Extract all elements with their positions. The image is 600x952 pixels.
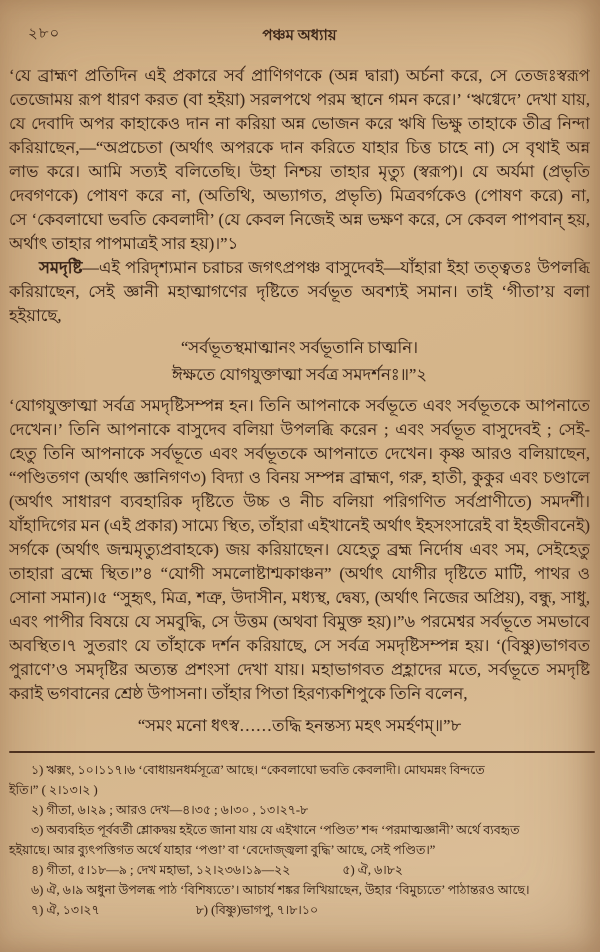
text-line: তেজোময় রূপ ধারণ করত (বা হইয়া) সরলপথে পরম স্থানে গমন করে।’ ‘ঋগ্বেদে’ দেখা যায়, [9,90,590,109]
text-line: পুরাণে’ও সমদৃষ্টির অত্যন্ত প্রশংসা দেখা যায়। মহাভাগবত প্রহ্লাদের মতে, সর্বভূতে সমদৃষ্টি [9,660,590,679]
text-line: করিয়াছেন, সেই জ্ঞানী মহাত্মাগণের দৃষ্টিতে সর্বভূত অবশ্যই সমান। তাই ‘গীতা’য় বলা [9,282,590,301]
text-line: হেতু তিনি আপনাকে সর্বভূতে এবং সর্বভূতকে আপনাতে দেখেন। কৃষ্ণ আরও বলিয়াছেন, [9,444,590,463]
footnote-separator [9,751,595,753]
verse-line: ঈক্ষতে যোগযুক্তাত্মা সর্বত্র সমদর্শনঃ॥”২ [171,365,428,384]
verse-quote-2 [9,712,590,739]
text-span: —এই পরিদৃশ্যমান চরাচর জগৎপ্রপঞ্চ বাসুদেবই—যাঁহারা ইহা তত্ত্বতঃ উপলব্ধি [82,258,590,277]
paragraph-lead-word: সমদৃষ্টি [39,258,83,277]
footnote-8: ৮) (বিষ্ণু)ভাগপু, ৭।৮।১০ [195,903,319,917]
paragraph-2 [9,256,590,328]
footnote-line: ৬) ঐ, ৬।৯ অধুনা উপলব্ধ পাঠ ‘বিশিষ্যতে’। আচার্য শঙ্কর লিখিয়াছেন, উহার ‘বিমুচ্যতে’ পাঠান্তরও আছে। [31,883,530,897]
text-line: যে দেবাদি অপর কাহাকেও দান না করিয়া অন্ন ভোজন করে ঋষি ভিক্ষু তাহাকে তীব্র নিন্দা [9,114,590,133]
text-line [9,256,590,280]
footnote-line: হইয়াছে। আর ব্যুৎপত্তিগত অর্থে যাহার ‘পণ্ডা’ বা ‘বেদোজ্জ্বলা বুদ্ধি’ আছে, সেই পণ্ডিত।” [9,843,436,857]
footnote-line [9,860,590,880]
verse-line: “সমং মনো ধৎস্ব……তদ্ধি হনন্তস্য মহৎ সমর্হণম্॥”৮ [137,716,462,735]
text-line: যাঁহাদিগের মন (এই প্রকার) সাম্যে স্থিত, তাঁহারা এইখানেই অর্থাৎ ইহসংসারেই বা ইহজীবনেই) [9,516,590,535]
text-line: করিয়াছেন,—“অপ্রচেতা (অর্থাৎ অপরকে দান করিতে যাহার চিত্ত চাহে না) সে বৃথাই অন্ন [9,138,590,157]
paragraph-3 [9,394,590,706]
paragraph-1 [9,64,590,256]
text-line: করাই ভগবানের শ্রেষ্ঠ উপাসনা। তাঁহার পিতা হিরণ্যকশিপুকে তিনি বলেন, [9,684,468,703]
text-line: ‘যে ব্রাহ্মণ প্রতিদিন এই প্রকারে সর্ব প্রাণিগণকে (অন্ন দ্বারা) অর্চনা করে, সে তেজঃস্বরূপ [9,66,590,85]
footnote-line: ৩) অব্যবহিত পূর্ববর্তী শ্লোকদ্বয় হইতে জানা যায় যে এইখানে ‘পণ্ডিত’ শব্দ ‘পরমাত্মজ্ঞানী’ অর্থে ব্যবহৃত [31,823,520,837]
footnote-7: ৭) ঐ, ১৩।২৭ [31,903,100,917]
verse-quote-1 [9,334,590,388]
text-line: সে ‘কেবলাঘো ভবতি কেবলাদী’ (যে কেবল নিজেই অন্ন ভক্ষণ করে, সে কেবল পাপবান্ হয়, [9,210,590,229]
text-line: তাহারা ব্রহ্মে স্থিত।”৪ “যোগী সমলোষ্টাশ্মকাঞ্চন” (অর্থাৎ যোগীর দৃষ্টিতে মাটি, পাথর ও [9,564,590,583]
text-line: দেবগণকে) পোষণ করে না, (অতিথি, অভ্যাগত, প্রভৃতি) মিত্রবর্গকেও (পোষণ করে) না, [9,186,590,205]
text-line: লাভ করে। আমি সত্যই বলিতেছি। উহা নিশ্চয় তাহার মৃত্যু (স্বরূপ)। যে অর্যমা (প্রভৃতি [9,162,590,181]
footnote-line: ১) ঋক্সং, ১০।১১৭।৬ ‘বোধায়নধর্মসূত্রে’ আছে। “কেবলাঘো ভবতি কেবলাদী। মোঘমন্নং বিন্দতে [31,763,485,777]
text-line: সোনা সমান)।৫ “সুহৃৎ, মিত্র, শত্রু, উদাসীন, মধ্যস্থ, দ্বেষ্য, (অর্থাৎ নিজের অপ্রিয়), বন্ধু, সাধু, [9,588,590,607]
chapter-title: পঞ্চম অধ্যায় [262,28,337,44]
text-line: (অর্থাৎ সাধারণ ব্যবহারিক দৃষ্টিতে উচ্চ ও নীচ বলিয়া পরিগণিত সর্বপ্রাণীতে) সমদর্শী। [9,492,590,511]
verse-line: “সর্বভূতস্থমাত্মানং সর্বভূতানি চাত্মনি। [180,338,418,357]
text-line: এবং পাপীর বিষয়ে যে সমবুদ্ধি, সে উত্তম (অথবা বিমুক্ত হয়)।”৬ পরমেশ্বর সর্বভূতে সমভাবে [9,612,590,631]
footnote-line [9,900,590,920]
text-line: হইয়াছে, [9,306,62,325]
page-number: ২৮০ [28,26,61,42]
footnote-line: ২) গীতা, ৬।২৯ ; আরও দেখ—৪।৩৫ ; ৬।৩০ , ১৩।২৭-৮ [31,803,309,817]
text-line: ‘যোগযুক্তাত্মা সর্বত্র সমদৃষ্টিসম্পন্ন হন। তিনি আপনাকে সর্বভূতে এবং সর্বভূতকে আপনাতে [9,396,590,415]
text-line: অর্থাৎ তাহার পাপমাত্রই সার হয়)।”১ [9,234,239,253]
footnote-line: ইতি।” ( ২।১৩।২ ) [9,783,98,797]
page-header [9,14,590,44]
text-line: দেখেন।’ তিনি আপনাকে বাসুদেব বলিয়া উপলব্ধি করেন ; এবং সর্বভূত বাসুদেবই ; সেই- [9,420,590,439]
text-line: “পণ্ডিতগণ (অর্থাৎ জ্ঞানিগণ৩) বিদ্যা ও বিনয় সম্পন্ন ব্রাহ্মণ, গরু, হাতী, কুকুর এবং চণ্ডালে [9,468,590,487]
footnote-5: ৫) ঐ, ৬।৮২ [342,863,403,877]
text-line: সর্গকে (অর্থাৎ জন্মমৃত্যুপ্রবাহকে) জয় করিয়াছেন। যেহেতু ব্রহ্ম নির্দোষ এবং সম, সেইহেতু [9,540,590,559]
text-line: অবস্থিত।৭ সুতরাং যে তাঁহাকে দর্শন করিয়াছে, সে সর্বত্র সমদৃষ্টিসম্পন্ন হয়। ‘(বিষ্ণু)ভাগবত [9,636,590,655]
footnotes-section [9,760,590,920]
footnote-4: ৪) গীতা, ৫।১৮—৯ ; দেখ মহাভা, ১২।২৩৬।১৯—২২ [31,863,291,877]
